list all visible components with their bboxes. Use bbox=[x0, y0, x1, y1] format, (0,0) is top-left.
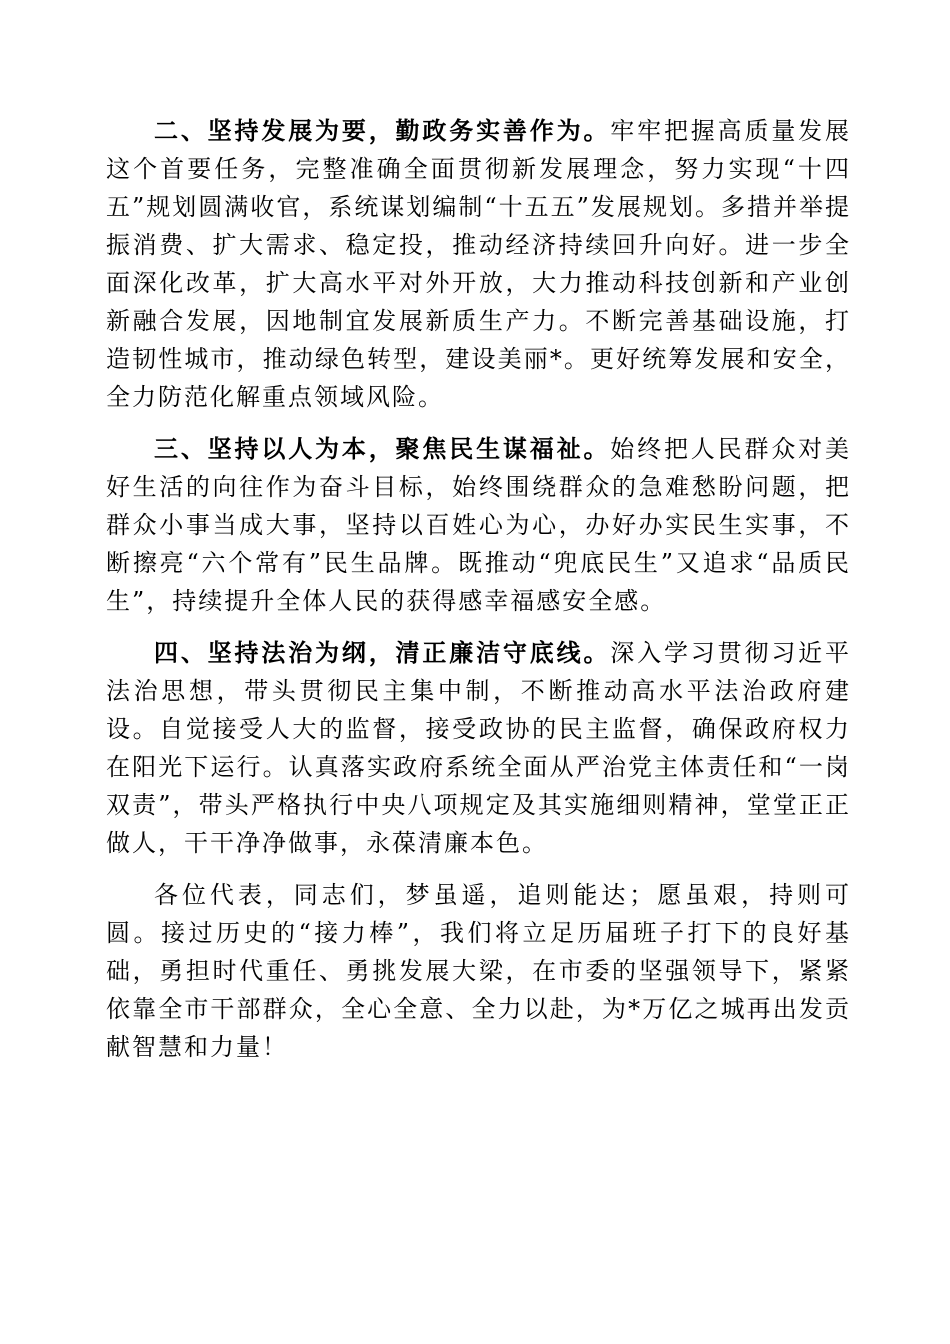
paragraph-rule-of-law bbox=[106, 634, 851, 862]
paragraph-development bbox=[106, 112, 851, 416]
paragraph-heading: 二、坚持发展为要，勤政务实善作为。 bbox=[154, 116, 611, 145]
paragraph-heading: 三、坚持以人为本，聚焦民生谋福祉。 bbox=[154, 434, 611, 463]
paragraph-heading: 四、坚持法治为纲，清正廉洁守底线。 bbox=[154, 638, 611, 667]
paragraph-text: 各位代表，同志们，梦虽遥，追则能达；愿虽艰，持则可圆。接过历史的“接力棒”，我们将立足历届班子打下的良好基础，勇担时代重任、勇挑发展大梁，在市委的坚强领导下，紧紧依靠全市干部群众，全心全意、全力以赴，为*万亿之城再出发贡献智慧和力量！ bbox=[106, 881, 851, 1061]
paragraph-closing bbox=[106, 876, 851, 1066]
paragraph-text: 始终把人民群众对美好生活的向往作为奋斗目标，始终围绕群众的急难愁盼问题，把群众小事当成大事，坚持以百姓心为心，办好办实民生实事，不断擦亮“六个常有”民生品牌。既推动“兜底民生”又追求“品质民生”，持续提升全体人民的获得感幸福感安全感。 bbox=[106, 435, 852, 615]
document-body bbox=[106, 112, 851, 1080]
paragraph-livelihood bbox=[106, 430, 851, 620]
paragraph-text: 牢牢把握高质量发展这个首要任务，完整准确全面贯彻新发展理念，努力实现“十四五”规划圆满收官，系统谋划编制“十五五”发展规划。多措并举提振消费、扩大需求、稳定投，推动经济持续回升向好。进一步全面深化改革，扩大高水平对外开放，大力推动科技创新和产业创新融合发展，因地制宜发展新质生产力。不断完善基础设施，打造韧性城市，推动绿色转型，建设美丽*。更好统筹发展和安全，全力防范化解重点领域风险。 bbox=[106, 117, 852, 411]
paragraph-text: 深入学习贯彻习近平法治思想，带头贯彻民主集中制，不断推动高水平法治政府建设。自觉接受人大的监督，接受政协的民主监督，确保政府权力在阳光下运行。认真落实政府系统全面从严治党主体责任和“一岗双责”，带头严格执行中央八项规定及其实施细则精神，堂堂正正做人，干干净净做事，永葆清廉本色。 bbox=[106, 639, 852, 857]
